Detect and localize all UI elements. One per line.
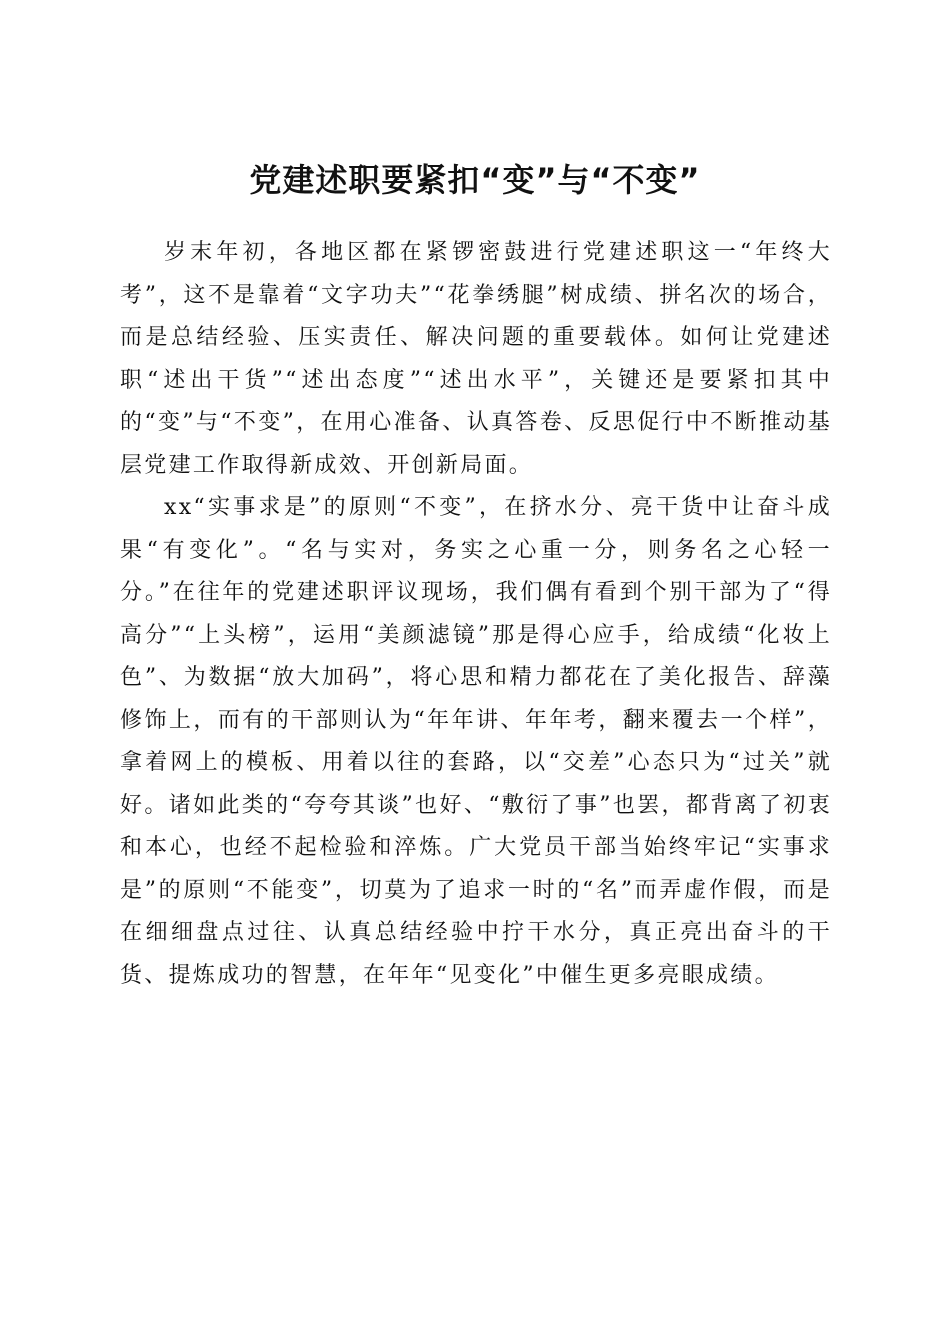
- document-body: [120, 232, 832, 997]
- paragraph-main: xx“实事求是”的原则“不变”，在挤水分、亮干货中让奋斗成果“有变化”。“名与实对，务实之心重一分，则务名之心轻一分。”在往年的党建述职评议现场，我们偶有看到个别干部为了“得高分”“上头榜”，运用“美颜滤镜”那是得心应手，给成绩“化妆上色”、为数据“放大加码”，将心思和精力都花在了美化报告、辞藻修饰上，而有的干部则认为“年年讲、年年考，翻来覆去一个样”，拿着网上的模板、用着以往的套路，以“交差”心态只为“过关”就好。诸如此类的“夸夸其谈”也好、“敷衍了事”也罢，都背离了初衷和本心，也经不起检验和淬炼。广大党员干部当始终牢记“实事求是”的原则“不能变”，切莫为了追求一时的“名”而弄虚作假，而是在细细盘点过往、认真总结经验中拧干水分，真正亮出奋斗的干货、提炼成功的智慧，在年年“见变化”中催生更多亮眼成绩。: [120, 495, 832, 988]
- document-title: 党建述职要紧扣“变”与“不变”: [249, 161, 701, 200]
- paragraph-intro: 岁末年初，各地区都在紧锣密鼓进行党建述职这一“年终大考”，这不是靠着“文字功夫”“花拳绣腿”树成绩、拼名次的场合，而是总结经验、压实责任、解决问题的重要载体。如何让党建述职“述出干货”“述出态度”“述出水平”，关键还是要紧扣其中的“变”与“不变”，在用心准备、认真答卷、反思促行中不断推动基层党建工作取得新成效、开创新局面。: [120, 240, 832, 478]
